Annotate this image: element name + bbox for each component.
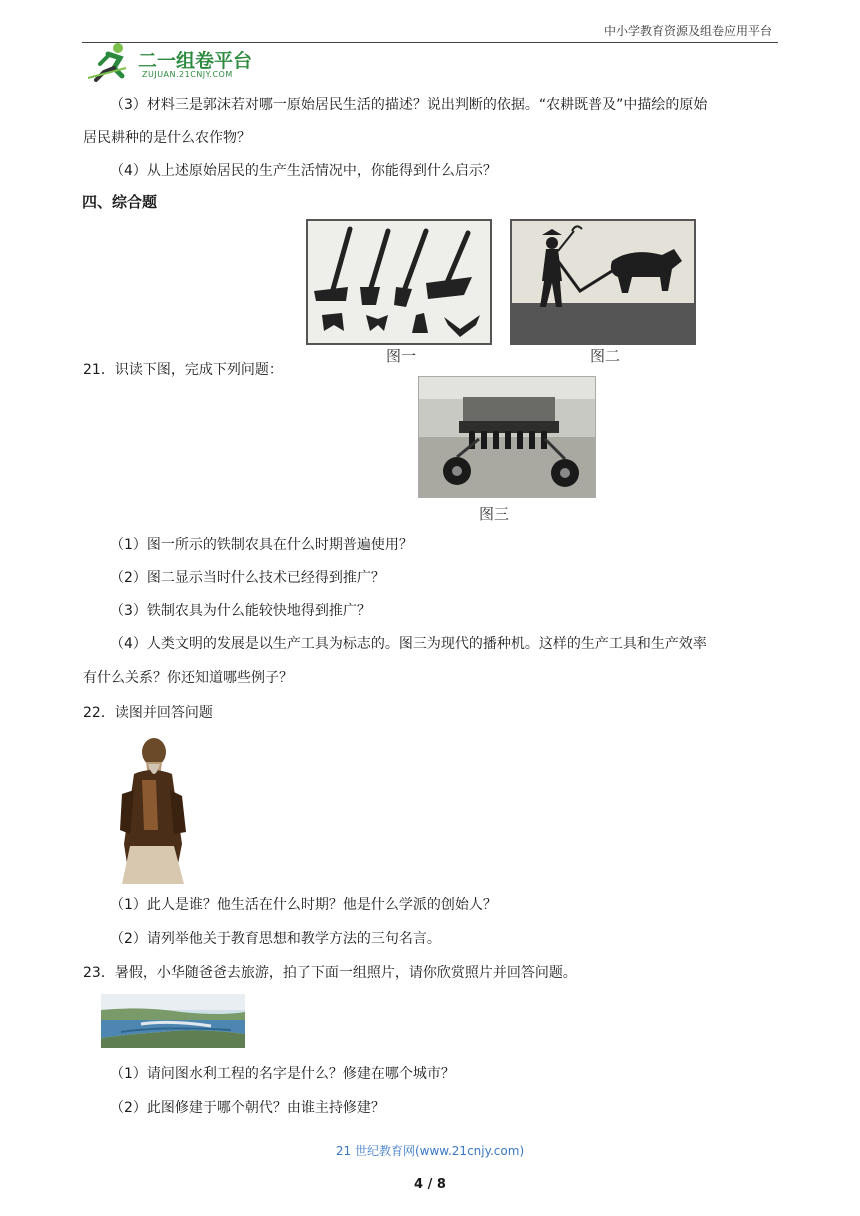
question-21-sub-4-line2: 有什么关系？你还知道哪些例子？ (83, 670, 293, 686)
question-23-sub-1: （1）请问图水利工程的名字是什么？修建在哪个城市？ (110, 1066, 455, 1082)
figure-3-seeder (418, 376, 596, 498)
section-title: 四、综合题 (82, 193, 158, 211)
question-21-sub-1: （1）图一所示的铁制农具在什么时期普遍使用？ (110, 537, 413, 553)
logo (86, 42, 276, 84)
logo-title: 二一组卷平台 (138, 50, 253, 72)
page-number: 4 / 8 (414, 1177, 446, 1192)
question-21-sub-4-line1: （4）人类文明的发展是以生产工具为标志的。图三为现代的播种机。这样的生产工具和生产效率 (110, 636, 707, 652)
logo-subtitle: ZUJUAN.21CNJY.COM (142, 70, 233, 79)
footer-site-link[interactable]: 21 世纪教育网(www.21cnjy.com) (335, 1144, 525, 1158)
platform-name: 中小学教育资源及组卷应用平台 (603, 24, 772, 38)
figure-2-ox-plowing (510, 219, 696, 345)
question-22-sub-1: （1）此人是谁？他生活在什么时期？他是什么学派的创始人？ (110, 897, 497, 913)
prev-question-3-line2: 居民耕种的是什么农作物？ (83, 130, 251, 146)
prev-question-3-line1: （3）材料三是郭沫若对哪一原始居民生活的描述？说出判断的依据。“农耕既普及”中描绘的原始 (110, 97, 708, 113)
figure-1-caption: 图一 (386, 347, 417, 365)
question-23-sub-2: （2）此图修建于哪个朝代？由谁主持修建？ (110, 1100, 385, 1116)
runner-logo-icon (86, 42, 132, 82)
question-22-stem: 22．读图并回答问题 (83, 705, 213, 721)
question-22-sub-2: （2）请列举他关于教育思想和教学方法的三句名言。 (110, 931, 441, 947)
question-21-sub-2: （2）图二显示当时什么技术已经得到推广？ (110, 570, 385, 586)
figure-2-caption: 图二 (590, 347, 621, 365)
figure-3-caption: 图三 (479, 505, 510, 523)
figure-1-iron-tools (306, 219, 492, 345)
question-21-stem: 21．识读下图，完成下列问题： (83, 362, 283, 378)
question-23-stem: 23．暑假，小华随爸爸去旅游，拍了下面一组照片，请你欣赏照片并回答问题。 (83, 965, 577, 981)
figure-water-project-photo (101, 994, 245, 1048)
prev-question-4: （4）从上述原始居民的生产生活情况中，你能得到什么启示？ (110, 163, 497, 179)
question-21-sub-3: （3）铁制农具为什么能较快地得到推广？ (110, 603, 371, 619)
figure-confucius-statue (112, 734, 194, 886)
